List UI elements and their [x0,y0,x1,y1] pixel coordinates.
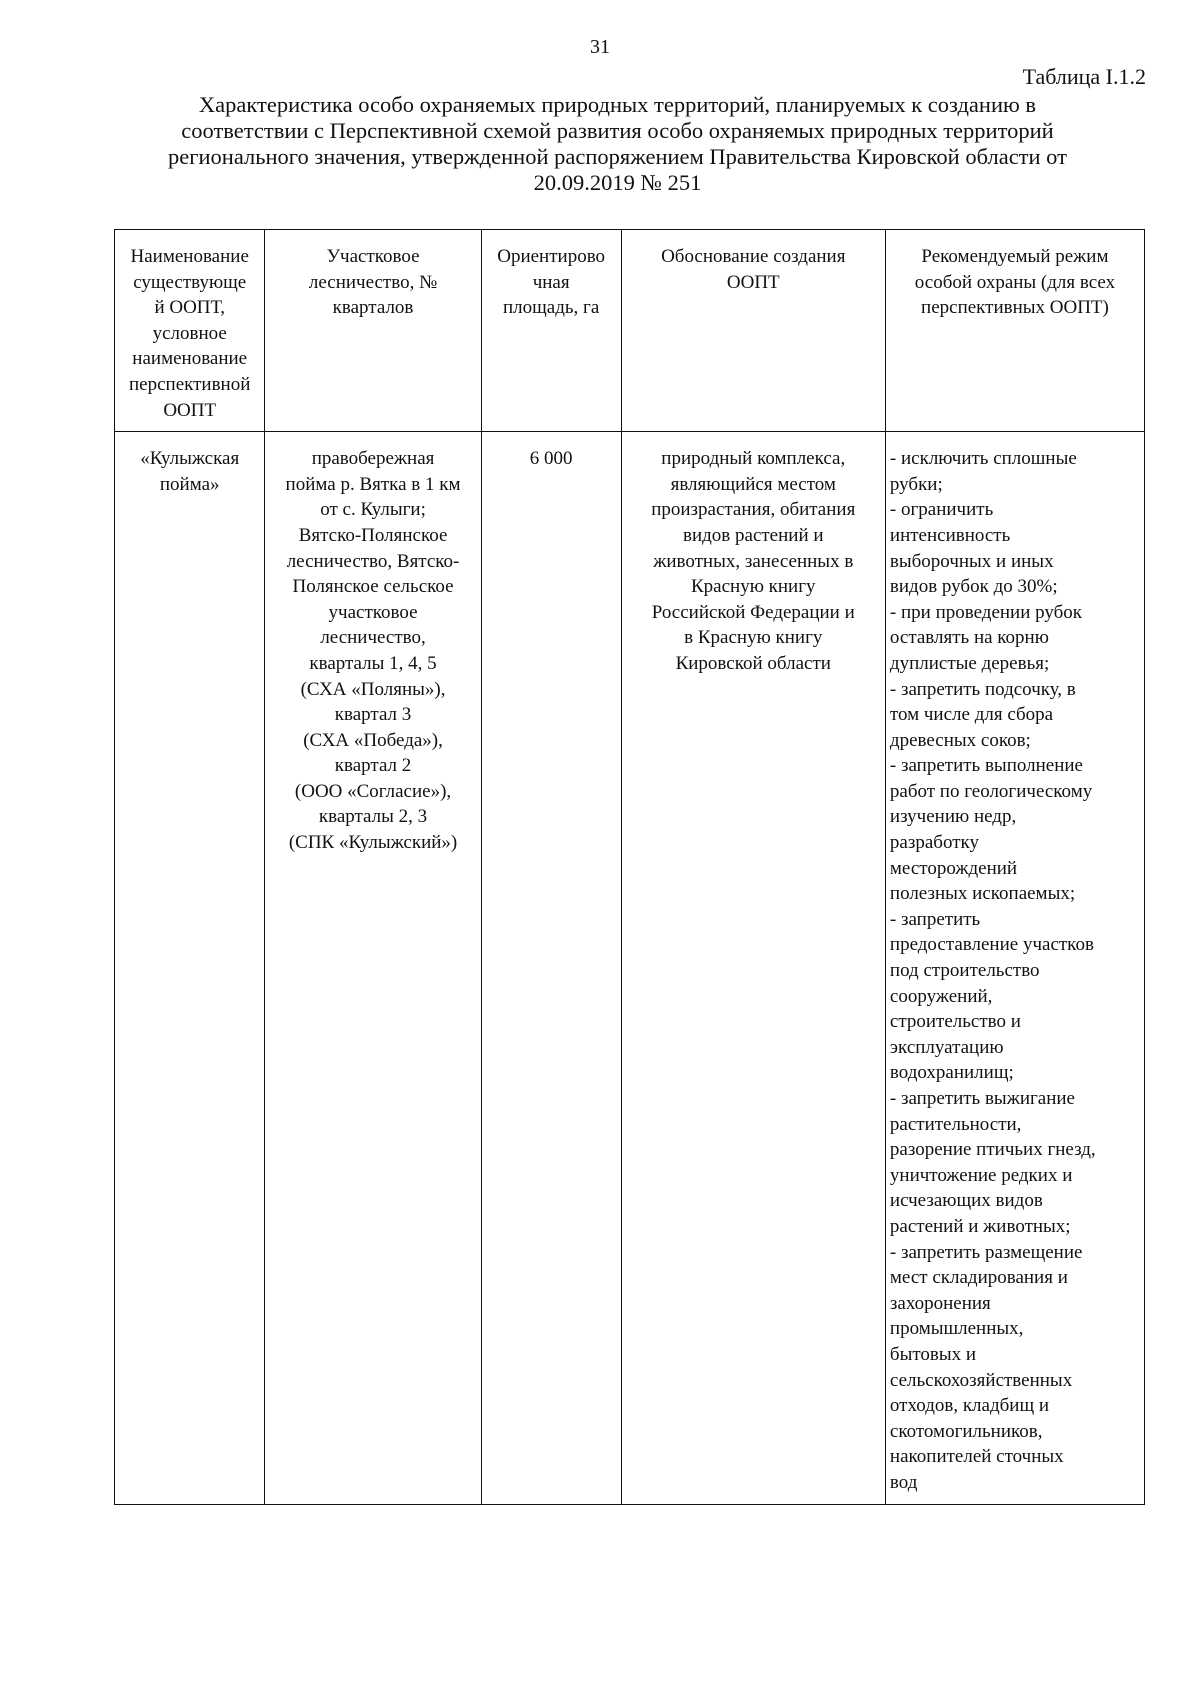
cell-line: полезных ископаемых; [889,883,1076,905]
cell-line: вод [889,1471,918,1493]
header-name [115,230,265,432]
table-row [115,432,1145,1504]
cell-line: сельскохозяйственных [889,1369,1073,1391]
cell-line: захоронения [889,1292,991,1314]
cell-line: - при проведении рубок [889,601,1083,623]
title-line: 20.09.2019 № 251 [533,170,702,195]
cell-line: Полянское сельское [292,576,454,598]
cell-line: водохранилищ; [889,1062,1014,1084]
cell-line: рубки; [889,473,943,495]
cell-line: квартал 3 [334,704,412,726]
cell-line: разработку [889,832,979,854]
cell-name [115,432,265,1504]
cell-regime [885,432,1144,1504]
cell-line: - ограничить [889,499,994,521]
cell-line: - запретить выполнение [889,755,1083,777]
cell-line: (ООО «Согласие»), [294,780,452,802]
cell-line: предоставление участков [889,934,1094,956]
cell-line: древесных соков; [889,729,1031,751]
cell-line: эксплуатацию [889,1036,1004,1058]
cell-line: произрастания, обитания [651,499,856,521]
cell-line: том числе для сбора [889,704,1054,726]
header-justification [621,230,885,432]
cell-line: - запретить [889,908,981,930]
cell-line: площадь, га [503,297,600,319]
cell-line: наименование [132,348,248,370]
cell-line: растительности, [889,1113,1022,1135]
cell-line: кварталы 1, 4, 5 [309,652,437,674]
cell-line: мест складирования и [889,1267,1068,1289]
cell-line: квартал 2 [334,755,412,777]
cell-line: лесничество, Вятско- [286,550,460,572]
cell-line: Рекомендуемый режим [921,246,1109,267]
cell-line: (СХА «Поляны»), [300,678,446,700]
title-line: Характеристика особо охраняемых природных территорий, планируемых к созданию в [198,92,1037,117]
header-regime [885,230,1144,432]
cell-line: видов рубок до 30%; [889,576,1058,598]
title-line: регионального значения, утвержденной распоряжением Правительства Кировской области от [168,144,1067,169]
cell-line: животных, занесенных в [653,550,854,572]
cell-line: й ООПТ, [154,297,225,319]
cell-line: скотомогильников, [889,1420,1043,1442]
cell-line: от с. Кулыги; [320,499,426,521]
cell-line: - исключить сплошные [889,448,1077,470]
cell-line: Вятско-Полянское [298,524,448,546]
cell-line: ООПТ [163,399,217,421]
cell-justification [621,432,885,1504]
oopt-table [114,229,1145,1505]
cell-line: кварталов [332,297,414,319]
cell-line: строительство и [889,1011,1021,1033]
cell-line: кварталы 2, 3 [318,806,428,828]
cell-line: Участковое [326,246,420,267]
cell-line: уничтожение редких и [889,1164,1073,1186]
cell-line: перспективной [129,373,251,395]
cell-line: оставлять на корню [889,627,1049,649]
cell-line: (СХА «Победа»), [303,729,443,751]
cell-line: дуплистые деревья; [889,652,1050,674]
cell-line: «Кулыжская [140,448,240,470]
cell-line: правобережная [311,448,435,470]
cell-area [481,432,621,1504]
cell-line: изучению недр, [889,806,1017,828]
cell-line: ООПТ [726,271,780,293]
cell-line: участковое [328,601,418,623]
cell-line: (СПК «Кулыжский») [288,832,458,854]
cell-line: работ по геологическому [889,780,1093,802]
cell-line: лесничество, [320,627,426,649]
cell-line: интенсивность [889,524,1011,546]
cell-line: Обоснование создания [661,246,846,267]
cell-line: пойма» [159,473,220,495]
cell-line: перспективных ООПТ) [921,297,1109,319]
cell-line: - запретить выжигание [889,1088,1075,1109]
title-line: соответствии с Перспективной схемой развития особо охраняемых природных территорий [181,118,1054,143]
cell-line: накопителей сточных [889,1446,1064,1468]
cell-line: Кировской области [675,652,831,674]
cell-line: под строительство [889,960,1040,982]
table-label: Таблица I.1.2 [1022,64,1146,89]
header-area [481,230,621,432]
cell-line: являющийся местом [670,473,836,495]
cell-line: условное [152,322,227,344]
header-forestry [265,230,481,432]
cell-line: бытовых и [889,1343,977,1365]
table-header-row [115,230,1145,432]
cell-line: чная [532,271,570,293]
cell-line: существующе [133,271,247,293]
cell-line: природный комплекса, [661,448,846,470]
cell-line: сооружений, [889,985,993,1007]
cell-line: Наименование [130,246,249,267]
cell-line: в Красную книгу [684,627,823,649]
cell-line: промышленных, [889,1318,1024,1340]
cell-line: 6 000 [529,448,573,470]
cell-line: выборочных и иных [889,550,1054,572]
cell-line: пойма р. Вятка в 1 км [285,473,461,495]
cell-line: разорение птичьих гнезд, [889,1139,1096,1161]
cell-line: Российской Федерации и [651,601,855,623]
cell-line: месторождений [889,857,1018,879]
cell-line: видов растений и [682,524,824,546]
cell-line: - запретить подсочку, в [889,678,1076,700]
cell-line: Ориентирово [497,246,606,267]
cell-line: - запретить размещение [889,1241,1083,1263]
cell-line: растений и животных; [889,1215,1071,1237]
cell-line: Красную книгу [691,576,816,598]
cell-line: исчезающих видов [889,1190,1043,1212]
cell-forestry [265,432,481,1504]
page-number: 31 [590,36,610,58]
document-title [130,92,1105,196]
cell-line: отходов, кладбищ и [889,1395,1050,1417]
cell-line: особой охраны (для всех [914,271,1116,293]
cell-line: лесничество, № [308,271,438,293]
